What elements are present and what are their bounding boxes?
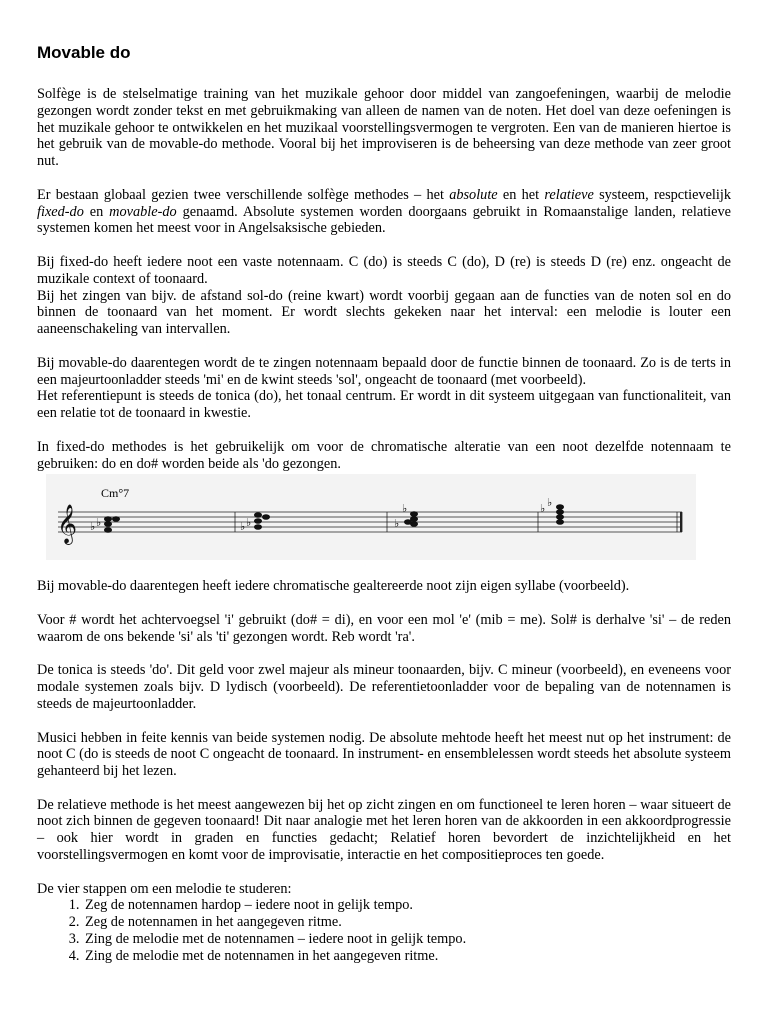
svg-text:♭: ♭ xyxy=(240,520,246,534)
staff-notation xyxy=(46,474,696,560)
list-item: 2. Zeg de notennamen in het aangegeven ritme. xyxy=(83,914,731,931)
list-item: 3. Zing de melodie met de notennamen – iedere noot in gelijk tempo. xyxy=(83,931,731,948)
paragraph-chromatic: In fixed-do methodes is het gebruikelijk om voor de chromatische alteratie van een noot dezelfde notennaam te gebruiken: do en do# worden beide als 'do gezongen. xyxy=(37,438,731,472)
svg-text:♭: ♭ xyxy=(394,517,400,531)
text-run-italic: relatieve xyxy=(544,186,594,203)
paragraph-fixed-do-1: Bij fixed-do heeft iedere noot een vaste notennaam. C (do) is steeds C (do), D (re) is steeds D (re) enz. ongeacht de muzikale context of toonaard. xyxy=(37,253,731,287)
paragraph-musici: Musici hebben in feite kennis van beide systemen nodig. De absolute mehtode heeft het meest nut op het instrument: de noot C (do is steeds de noot C ongeacht de toonaard. In instrument- en ensemblelessen wordt steeds het absolute systeem gehanteerd bij het lezen. xyxy=(37,729,731,780)
paragraph-relative-method: De relatieve methode is het meest aangewezen bij het op zicht zingen en om functioneel te leren horen – waar situeert de noot zich binnen de gegeven toonaard! Dit naar analogie met het leren horen van de akkoorden in een akkoordprogressie – ook hier wordt in graden en functies gedacht; Relatief horen bevordert de inzichtelijkheid en het voorstellingsvermogen en komt voor de improvisatie, interactie en het compositieproces ten goede. xyxy=(37,796,731,864)
list-item: 4. Zing de melodie met de notennamen in het aangegeven ritme. xyxy=(83,948,731,965)
paragraph-tonica: De tonica is steeds 'do'. Dit geld voor zwel majeur als mineur toonaarden, bijv. C mineur (voorbeeld), en eveneens voor modale systemen zoals bijv. D lydisch (voorbeeld). De referentietoonladder voor de bepaling van de notennamen is steeds de majeurtoonladder. xyxy=(37,662,731,712)
paragraph-syllables: Bij movable-do daarentegen heeft iedere chromatische gealtereerde noot zijn eigen syllabe (voorbeeld). xyxy=(37,578,630,595)
text-run-italic: movable-do xyxy=(109,203,177,220)
text-run-italic: absolute xyxy=(449,186,498,203)
svg-text:♭: ♭ xyxy=(90,520,96,534)
paragraph-fixed-do-2: Bij het zingen van bijv. de afstand sol-do (reine kwart) wordt voorbij gegaan aan de functies van de noten sol en do binnen de toonaard van het moment. Er wordt slechts gekeken naar het interval: een melodie is louter een aaneenschakeling van intervallen. xyxy=(37,287,731,338)
list-item: 1. Zeg de notennamen hardop – iedere noot in gelijk tempo. xyxy=(83,897,731,914)
paragraph-intro: Solfège is de stelselmatige training van het muzikale gehoor door middel van zangoefeningen, waarbij de melodie gezongen wordt zonder tekst en met gebruikmaking van alleen de namen van de noten. Het doel van deze oefeningen is het muzikale gehoor te ontwikkelen en het muzikaal voorstellingsvermogen te vergroten. Een van de manieren hiertoe is het gebruik van de movable-do methode. Vooral bij het improviseren is de beheersing van deze methode van zeer groot nut. xyxy=(37,86,731,170)
paragraph-steps-intro: De vier stappen om een melodie te studeren: xyxy=(37,880,292,897)
treble-clef-icon: 𝄞 xyxy=(57,504,78,545)
text-run-italic: fixed-do xyxy=(37,203,84,220)
paragraph-movable-do-2: Het referentiepunt is steeds de tonica (do), het tonaal centrum. Er wordt in dit systeem uitgegaan van functionaliteit, van een relatie tot de toonaard in kwestie. xyxy=(37,388,731,422)
steps-list xyxy=(37,897,731,964)
paragraph-methods xyxy=(37,187,731,237)
text-run: genaamd. Absolute systemen worden doorgaans gebruikt in Romaanstalige landen, relatieve systemen komen het meest voor in Angelsaksische gebieden. xyxy=(37,203,731,237)
svg-text:♭: ♭ xyxy=(540,502,546,516)
svg-text:♭: ♭ xyxy=(402,502,408,516)
text-run: en het xyxy=(497,186,545,203)
paragraph-movable-do-1: Bij movable-do daarentegen wordt de te zingen notennaam bepaald door de functie binnen de toonaard. Zo is de terts in een majeurtoonladder steeds 'mi' en de kwint steeds 'sol', ongeacht de toonaard (met voorbeeld). xyxy=(37,354,731,388)
text-run: systeem, respctievelijk xyxy=(593,186,731,203)
document-page xyxy=(37,38,731,965)
paragraph-suffixes: Voor # wordt het achtervoegsel 'i' gebruikt (do# = di), en voor een mol 'e' (mib = me). Sol# is derhalve 'si' – de reden waarom de ons bekende 'si' als 'ti' gezongen wordt. Reb wordt 'ra'. xyxy=(37,611,731,645)
page-title: Movable do xyxy=(37,43,131,62)
svg-text:♭: ♭ xyxy=(547,496,553,510)
svg-text:♭: ♭ xyxy=(96,516,102,530)
text-run: Er bestaan globaal gezien twee verschillende solfège methodes – het xyxy=(37,186,450,203)
chord-symbol: Cm°7 xyxy=(101,486,130,501)
text-run: en xyxy=(83,203,110,220)
music-score-image xyxy=(46,474,696,560)
svg-text:♭: ♭ xyxy=(246,516,252,530)
